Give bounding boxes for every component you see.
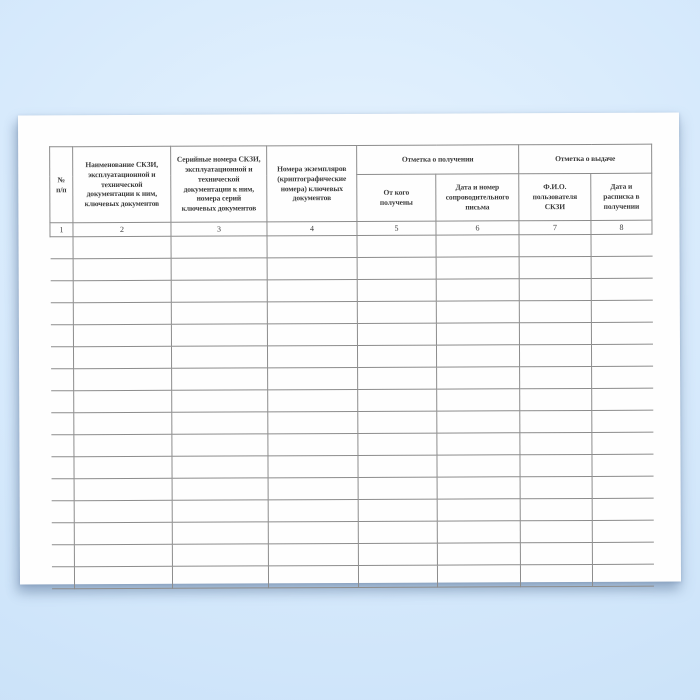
table-cell [268,433,358,455]
table-cell [172,390,268,412]
table-cell [74,500,172,522]
table-cell [51,435,74,457]
table-cell [591,278,652,300]
table-cell [357,257,436,279]
table-cell [268,521,358,543]
table-row [51,498,653,523]
table-cell [51,369,74,391]
table-cell [592,410,653,432]
table-cell [520,410,592,432]
table-cell [74,544,172,566]
table-cell [172,478,268,500]
table-header [50,144,652,237]
table-cell [519,256,591,278]
table-cell [520,520,592,542]
col-header-copy-numbers: Номера экземпляров (криптографические номера) ключевых документов [267,145,357,221]
table-cell [358,543,437,565]
table-cell [437,455,520,477]
table-cell [591,234,652,256]
table-cell [267,235,357,257]
table-cell [172,368,268,390]
table-cell [358,521,437,543]
table-cell [172,434,268,456]
table-cell [437,477,520,499]
table-cell [172,522,268,544]
table-cell [51,457,74,479]
table-cell [357,345,436,367]
table-row [50,344,652,369]
table-cell [592,432,653,454]
table-cell [519,322,591,344]
table-cell [436,235,519,257]
table-row [50,278,652,303]
table-cell [519,344,591,366]
table-cell [171,302,267,324]
table-cell [519,234,591,256]
table-cell [520,476,592,498]
document-sheet [18,113,681,585]
table-cell [51,545,74,567]
column-number: 4 [267,221,357,235]
table-cell [74,390,172,412]
table-cell [357,235,436,257]
table-cell [73,302,171,324]
table-cell [520,454,592,476]
table-cell [50,237,73,259]
table-cell [357,301,436,323]
table-cell [437,499,520,521]
table-cell [268,367,358,389]
table-cell [436,257,519,279]
table-cell [172,412,268,434]
table-cell [172,566,268,588]
table-cell [358,389,437,411]
col-header-skzi-name: Наименование СКЗИ, эксплуатационной и технической документации к ним, ключевых документов [73,146,171,222]
table-cell [358,455,437,477]
table-cell [171,346,267,368]
column-number: 5 [357,221,436,235]
table-cell [267,323,357,345]
column-number: 2 [73,222,171,236]
table-cell [267,345,357,367]
column-number: 6 [436,221,519,235]
table-cell [520,432,592,454]
table-cell [51,501,74,523]
table-cell [358,477,437,499]
table-cell [50,325,73,347]
table-cell [171,236,267,258]
table-cell [73,258,171,280]
table-cell [592,454,653,476]
table-cell [74,456,172,478]
table-cell [74,412,172,434]
table-cell [592,366,653,388]
col-header-row-number: № п/п [50,147,73,223]
table-cell [51,413,74,435]
table-cell [74,434,172,456]
table-cell [437,543,520,565]
table-cell [73,346,171,368]
table-cell [591,322,652,344]
group-header-issue-mark: Отметка о выдаче [519,144,652,174]
table-cell [50,281,73,303]
table-row [51,432,653,457]
table-cell [519,300,591,322]
table-cell [51,523,74,545]
table-cell [437,565,520,587]
table-row [51,454,653,479]
table-cell [358,367,437,389]
group-header-receipt-mark: Отметка о получении [357,145,519,175]
table-cell [171,258,267,280]
table-cell [267,257,357,279]
table-body [50,234,654,589]
table-cell [436,345,519,367]
table-cell [520,388,592,410]
table-cell [357,279,436,301]
table-row [51,476,653,501]
table-cell [268,411,358,433]
col-header-received-from: От кого получены [357,174,436,221]
table-cell [520,366,592,388]
table-cell [520,542,592,564]
table-cell [436,323,519,345]
table-cell [592,476,653,498]
table-cell [591,300,652,322]
table-cell [172,456,268,478]
table-cell [268,543,358,565]
table-cell [358,565,437,587]
table-cell [51,479,74,501]
table-cell [74,566,172,588]
header-group-row [50,144,652,176]
table-cell [358,411,437,433]
table-cell [268,455,358,477]
table-cell [437,433,520,455]
table-row [51,410,653,435]
table-cell [51,391,74,413]
table-cell [74,368,172,390]
table-cell [267,301,357,323]
table-cell [73,280,171,302]
table-cell [267,279,357,301]
table-cell [436,279,519,301]
table-cell [592,564,653,586]
table-cell [172,500,268,522]
col-header-receipt-signature: Дата и расписка в получении [591,173,652,220]
table-cell [592,542,653,564]
column-number: 8 [591,220,652,234]
table-cell [73,324,171,346]
table-cell [519,278,591,300]
table-cell [268,499,358,521]
column-number: 7 [519,220,591,234]
table-row [51,542,653,567]
table-cell [437,389,520,411]
table-cell [437,367,520,389]
table-row [51,520,653,545]
table-cell [171,280,267,302]
table-row [50,256,652,281]
table-row [51,366,653,391]
table-cell [436,301,519,323]
table-cell [591,344,652,366]
table-cell [50,347,73,369]
table-cell [73,236,171,258]
table-cell [172,544,268,566]
table-cell [592,498,653,520]
table-cell [50,303,73,325]
table-cell [51,567,74,589]
table-row [51,564,653,589]
journal-table [49,144,654,590]
table-cell [592,520,653,542]
table-row [50,234,652,259]
table-cell [50,259,73,281]
table-cell [592,388,653,410]
column-number: 3 [171,222,267,236]
table-cell [74,478,172,500]
table-cell [437,521,520,543]
table-cell [358,433,437,455]
table-cell [268,477,358,499]
table-row [50,300,652,325]
table-row [51,388,653,413]
table-cell [520,564,592,586]
table-cell [171,324,267,346]
table-cell [591,256,652,278]
column-number: 1 [50,223,73,237]
table-cell [74,522,172,544]
table-cell [268,389,358,411]
table-cell [268,565,358,587]
table-cell [520,498,592,520]
table-cell [357,323,436,345]
col-header-cover-letter: Дата и номер сопроводительного письма [436,174,519,221]
table-cell [358,499,437,521]
table-cell [437,411,520,433]
table-row [50,322,652,347]
col-header-user-name: Ф.И.О. пользователя СКЗИ [519,173,591,220]
col-header-serial-numbers: Серийные номера СКЗИ, эксплуатационной и технической документации к ним, номера серий ключевых документов [171,146,267,222]
